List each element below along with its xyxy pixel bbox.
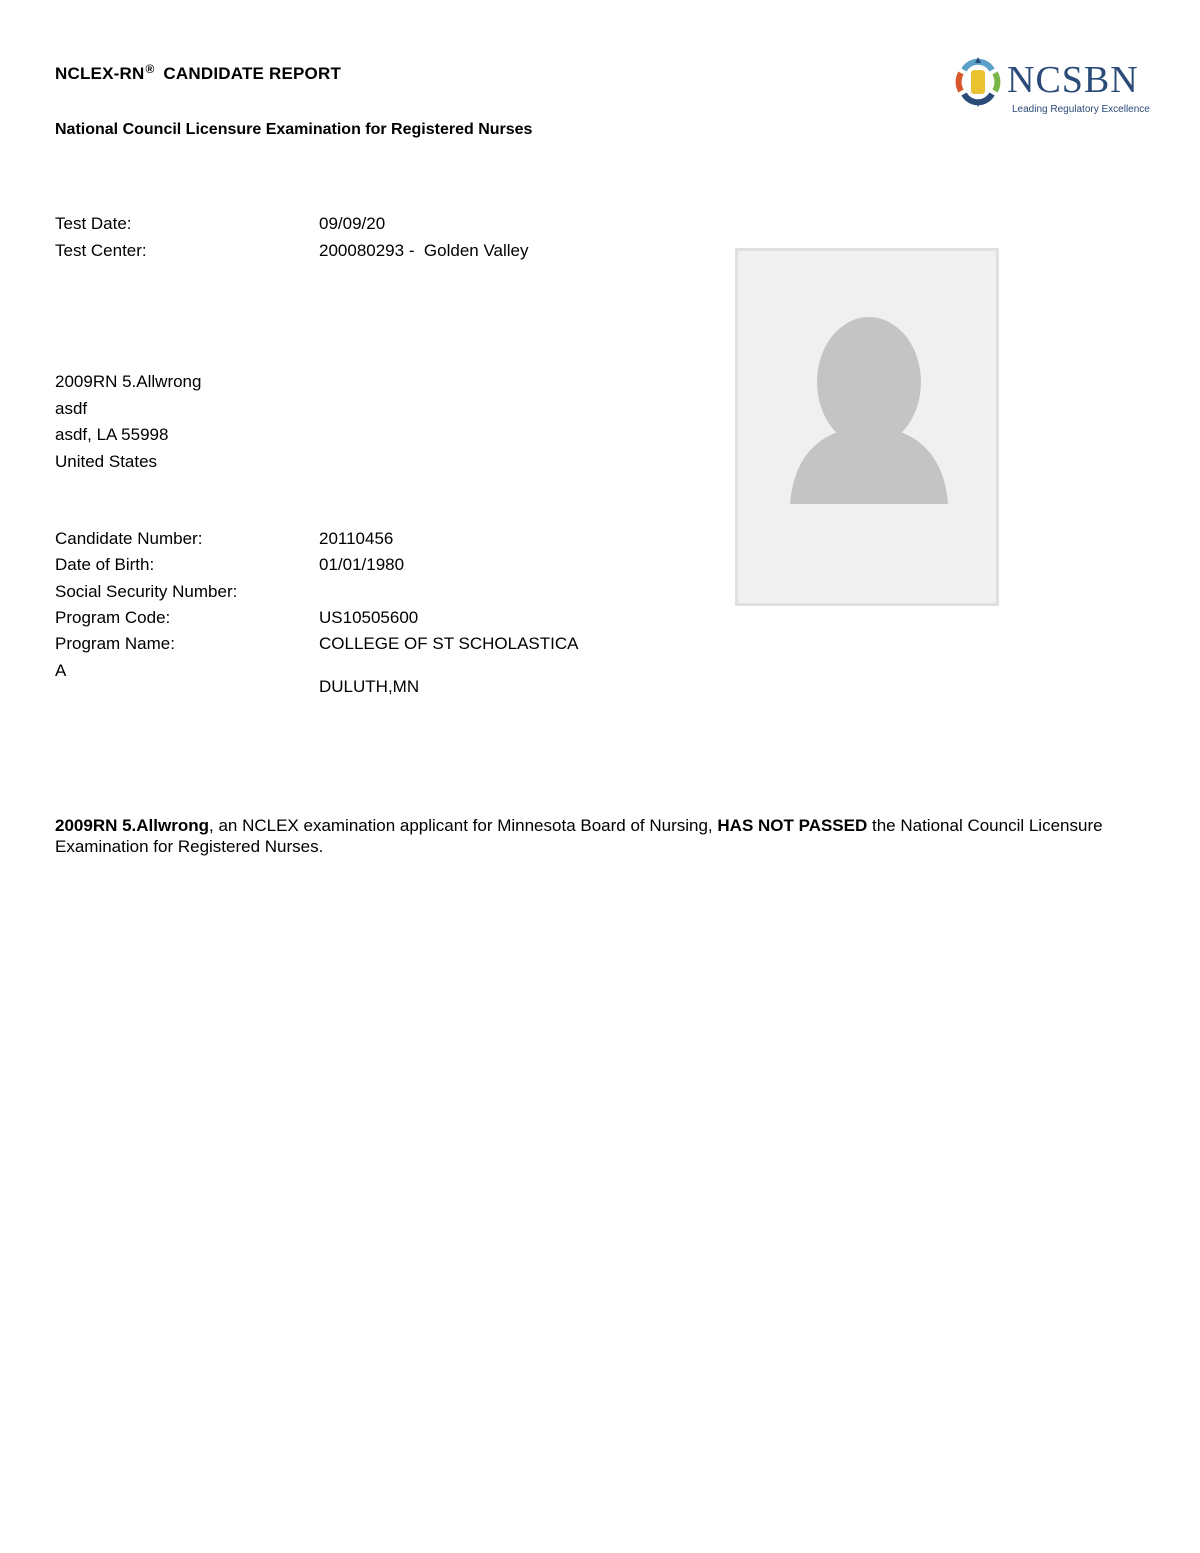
program-code-value: US10505600 <box>319 608 419 627</box>
report-title <box>55 62 341 84</box>
test-center-value: 200080293 - Golden Valley <box>319 241 529 260</box>
candidate-number-value: 20110456 <box>319 529 394 548</box>
logo-tagline: Leading Regulatory Excellence <box>1012 104 1150 115</box>
dob-label: Date of Birth: <box>55 555 155 574</box>
statement-candidate-name: 2009RN 5.Allwrong <box>55 816 209 835</box>
test-date-value: 09/09/20 <box>319 214 386 233</box>
result-statement <box>55 815 1145 857</box>
program-name-label: Program Name: <box>55 634 175 653</box>
statement-end: the National Council Licensure Examination for Registered Nurses. <box>55 816 1103 856</box>
ssn-label: Social Security Number: <box>55 582 238 601</box>
title-suffix: CANDIDATE REPORT <box>163 64 342 83</box>
dob-value: 01/01/1980 <box>319 555 405 574</box>
program-city-value: DULUTH,MN <box>319 677 420 696</box>
program-name-value: COLLEGE OF ST SCHOLASTICA <box>319 634 579 653</box>
program-code-label: Program Code: <box>55 608 171 627</box>
title-prefix: NCLEX-RN <box>55 64 145 83</box>
logo-text: NCSBN <box>1007 59 1139 101</box>
candidate-photo <box>735 248 999 606</box>
ncsbn-logo <box>955 52 1155 124</box>
address-line-4: United States <box>55 452 158 471</box>
avatar-placeholder-icon <box>738 251 996 603</box>
address-line-1: 2009RN 5.Allwrong <box>55 372 202 391</box>
statement-middle: , an NCLEX examination applicant for Minnesota Board of Nursing, <box>209 816 718 835</box>
registered-mark: ® <box>145 62 155 76</box>
address-line-3: asdf, LA 55998 <box>55 425 169 444</box>
statement-result: HAS NOT PASSED <box>717 816 868 835</box>
test-date-label: Test Date: <box>55 214 132 233</box>
report-subtitle: National Council Licensure Examination for Registered Nurses <box>55 121 533 138</box>
test-center-label: Test Center: <box>55 241 147 260</box>
program-name-wrap: A <box>55 661 67 680</box>
candidate-number-label: Candidate Number: <box>55 529 203 548</box>
address-line-2: asdf <box>55 399 88 418</box>
